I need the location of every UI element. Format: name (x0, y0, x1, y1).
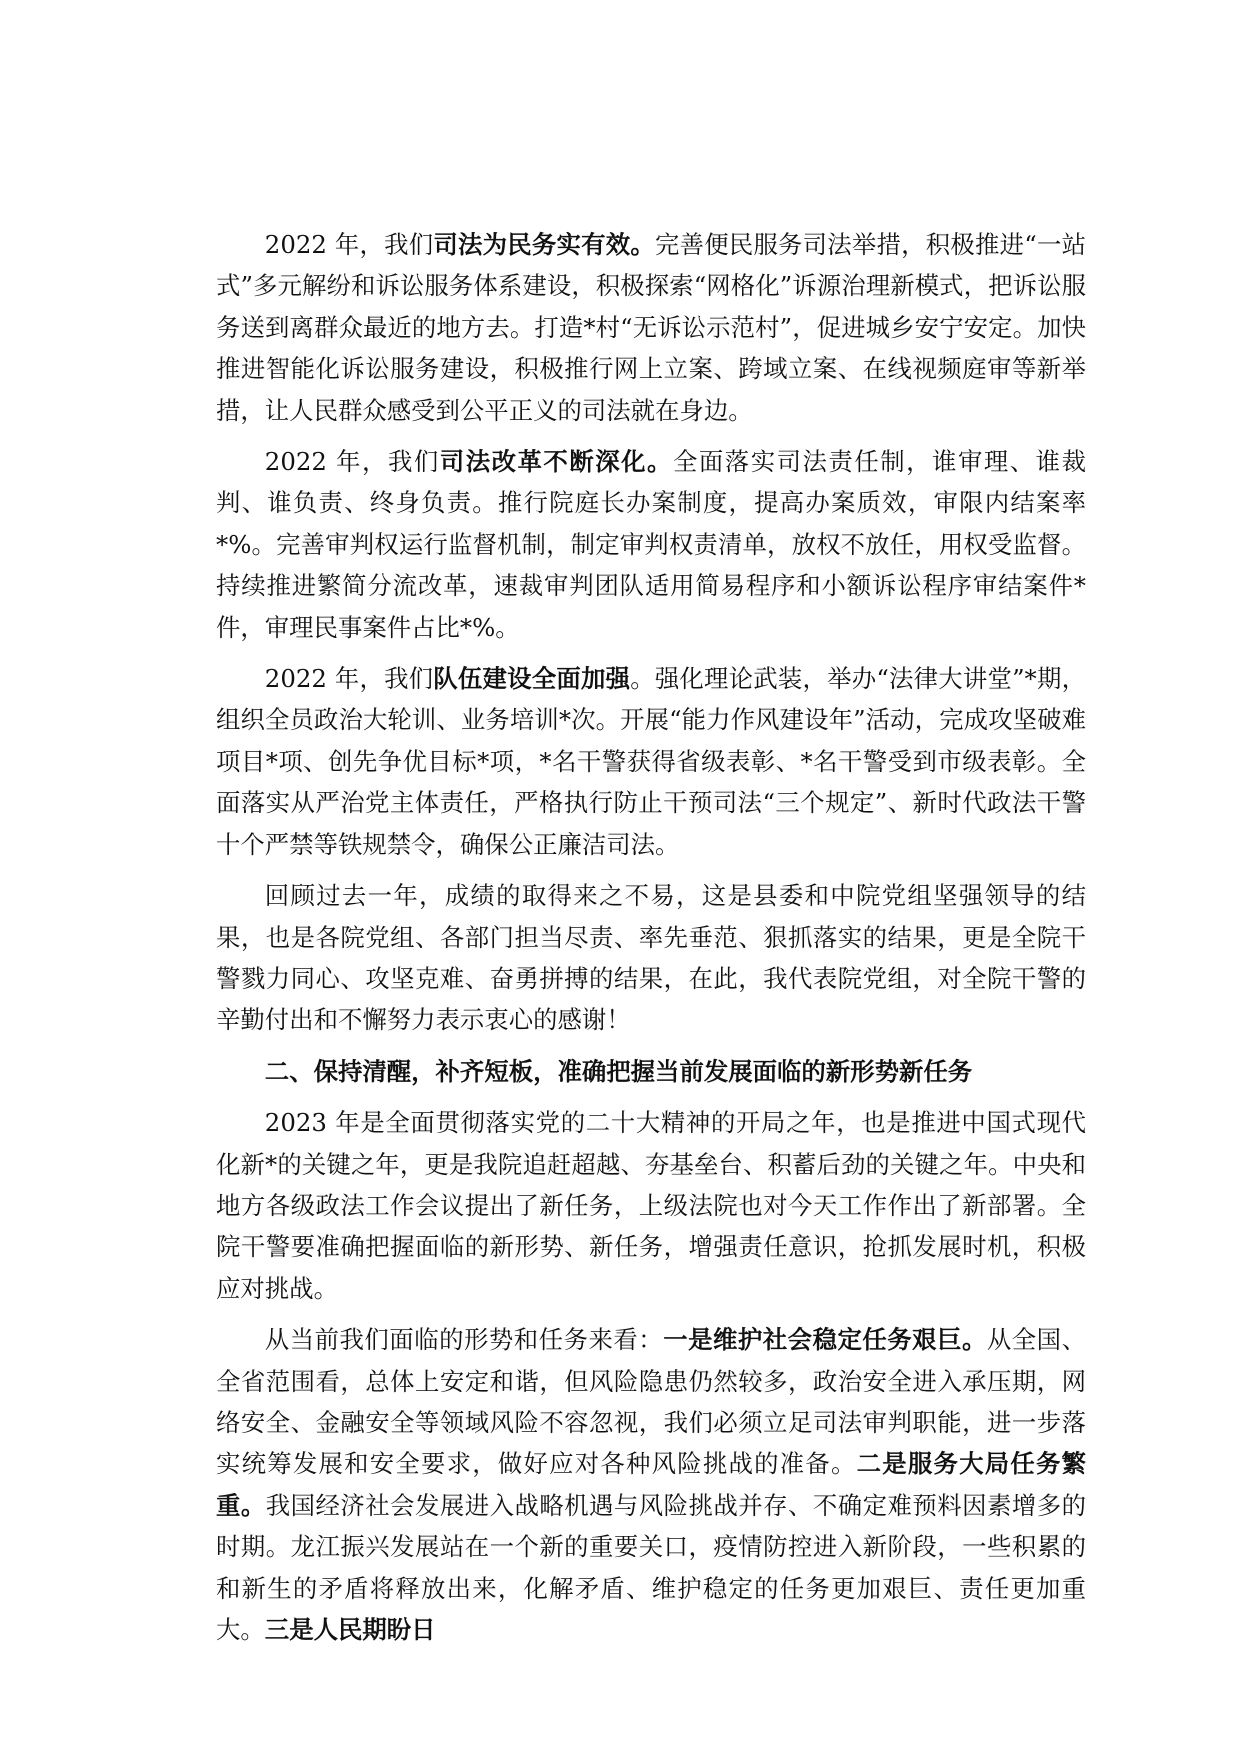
paragraph-text: 完善便民服务司法举措，积极推进“一站式”多元解纷和诉讼服务体系建设，积极探索“网格化”诉源治理新模式，把诉讼服务送到离群众最近的地方去。打造*村“无诉讼示范村”，促进城乡安宁安定。加快推进智能化诉讼服务建设，积极推行网上立案、跨域立案、在线视频庭审等新举措，让人民群众感受到公平正义的司法就在身边。 (216, 230, 1086, 425)
paragraph-tasks (216, 1319, 1086, 1650)
paragraph-text: 从当前我们面临的形势和任务来看： (264, 1325, 664, 1355)
paragraph-lead: 2022 年，我们 (264, 664, 434, 694)
document-body (216, 224, 1086, 1660)
paragraph-judicial-service (216, 224, 1086, 431)
paragraph-text: 全面落实司法责任制，谁审理、谁裁判、谁负责、终身负责。推行院庭长办案制度，提高办案质效，审限内结案率*%。完善审判权运行监督机制，制定审判权责清单，放权不放任，用权受监督。持续推进繁简分流改革，速裁审判团队适用简易程序和小额诉讼程序审结案件*件，审理民事案件占比*%。 (216, 447, 1086, 642)
paragraph-text: 2023 年是全面贯彻落实党的二十大精神的开局之年，也是推进中国式现代化新*的关键之年，更是我院追赶超越、夯基垒台、积蓄后劲的关键之年。中央和地方各级政法工作会议提出了新任务，上级法院也对今天工作作出了新部署。全院干警要准确把握面临的新形势、新任务，增强责任意识，抢抓发展时机，积极应对挑战。 (216, 1108, 1086, 1303)
paragraph-highlight: 队伍建设全面加强 (433, 664, 631, 694)
paragraph-judicial-reform (216, 441, 1086, 648)
task-one-highlight: 一是维护社会稳定任务艰巨。 (663, 1325, 987, 1355)
paragraph-highlight: 司法改革不断深化。 (439, 447, 673, 477)
paragraph-lead: 2022 年，我们 (264, 447, 440, 477)
paragraph-text: 我国经济社会发展进入战略机遇与风险挑战并存、不确定难预料因素增多的时期。龙江振兴发展站在一个新的重要关口，疫情防控进入新阶段，一些积累的和新生的矛盾将释放出来，化解矛盾、维护稳定的任务更加艰巨、责任更加重大。 (216, 1490, 1086, 1644)
task-two-highlight: 二是服务大局任务繁重。 (216, 1449, 1086, 1520)
paragraph-text: 。强化理论武装，举办“法律大讲堂”*期，组织全员政治大轮训、业务培训*次。开展“能力作风建设年”活动，完成攻坚破难项目*项、创先争优目标*项，*名干警获得省级表彰、*名干警受到市级表彰。全面落实从严治党主体责任，严格执行防止干预司法“三个规定”、新时代政法干警十个严禁等铁规禁令，确保公正廉洁司法。 (216, 664, 1086, 859)
task-three-highlight: 三是人民期盼日 (264, 1615, 436, 1644)
paragraph-review (216, 875, 1086, 1041)
paragraph-lead: 2022 年，我们 (264, 230, 434, 259)
paragraph-team-building (216, 658, 1086, 865)
paragraph-text: 从全国、全省范围看，总体上安定和谐，但风险隐患仍然较多，政治安全进入承压期，网络安全、金融安全等领域风险不容忽视，我们必须立足司法审判职能，进一步落实统筹发展和安全要求，做好应对各种风险挑战的准备。 (216, 1325, 1086, 1479)
paragraph-text: 回顾过去一年，成绩的取得来之不易，这是县委和中院党组坚强领导的结果，也是各院党组、各部门担当尽责、率先垂范、狠抓落实的结果，更是全院干警戮力同心、攻坚克难、奋勇拼搏的结果，在此，我代表院党组，对全院干警的辛勤付出和不懈努力表示衷心的感谢！ (216, 881, 1086, 1035)
paragraph-highlight: 司法为民务实有效。 (433, 230, 655, 259)
section-heading: 二、保持清醒，补齐短板，准确把握当前发展面临的新形势新任务 (264, 1056, 973, 1086)
paragraph-2023-outlook (216, 1102, 1086, 1309)
